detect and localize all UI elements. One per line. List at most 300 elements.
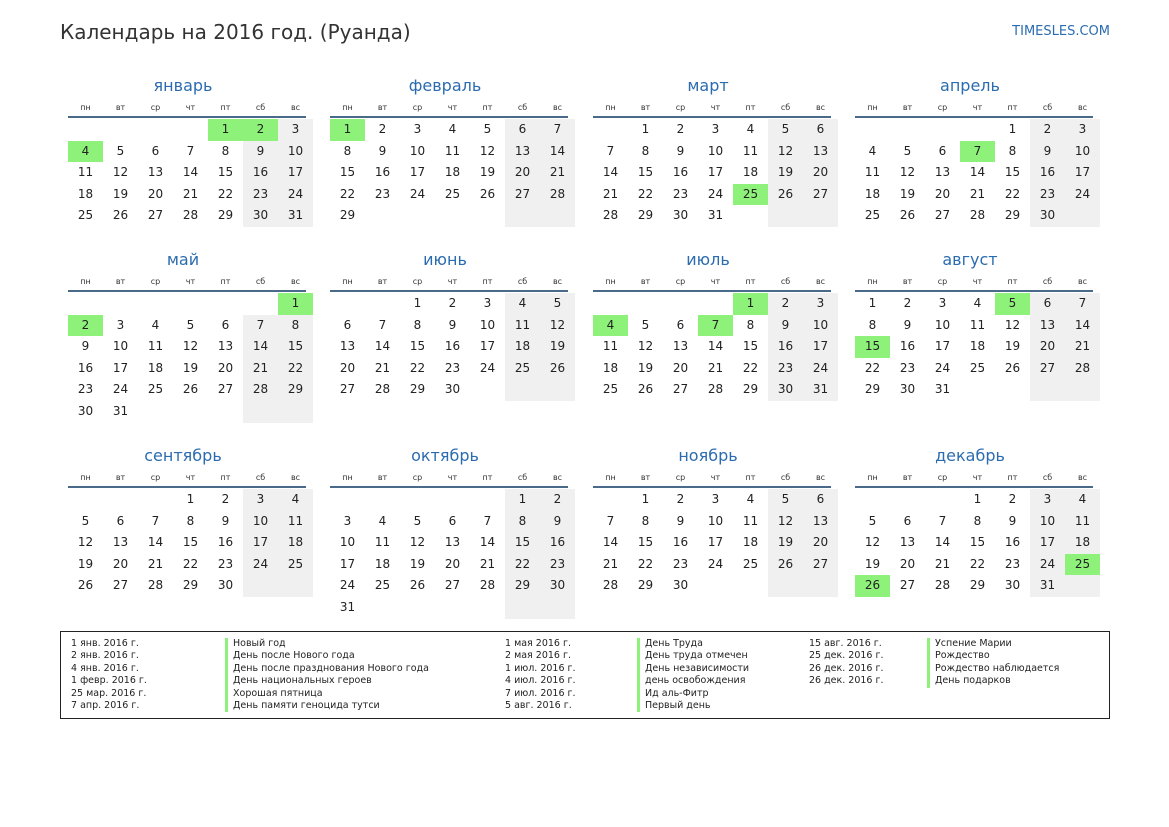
day-cell[interactable]: 24 [803, 358, 838, 380]
day-cell[interactable]: 19 [77, 556, 94, 571]
day-cell[interactable]: 19 [182, 360, 199, 375]
day-cell[interactable]: 10 [243, 511, 278, 533]
day-cell[interactable]: 22 [969, 556, 986, 571]
day-cell[interactable]: 11 [278, 511, 313, 533]
day-cell[interactable]: 12 [768, 511, 803, 533]
day-cell[interactable]: 13 [803, 511, 838, 533]
day-cell[interactable]: 21 [602, 556, 619, 571]
day-cell[interactable]: 14 [243, 336, 278, 358]
day-cell[interactable]: 7 [960, 141, 995, 163]
day-cell[interactable]: 19 [112, 186, 129, 201]
day-cell[interactable]: 29 [339, 208, 356, 223]
day-cell[interactable]: 9 [903, 317, 912, 332]
day-cell[interactable]: 10 [339, 535, 356, 550]
day-cell[interactable]: 4 [448, 122, 457, 136]
day-cell[interactable]: 25 [147, 382, 164, 397]
day-cell[interactable]: 19 [1004, 339, 1021, 354]
day-cell[interactable]: 3 [938, 296, 947, 310]
day-cell[interactable]: 16 [672, 165, 689, 180]
day-cell[interactable]: 5 [116, 143, 125, 158]
day-cell[interactable]: 26 [768, 184, 803, 206]
day-cell[interactable]: 31 [112, 403, 129, 418]
day-cell[interactable]: 2 [221, 492, 230, 506]
day-cell[interactable]: 2 [68, 315, 103, 337]
day-cell[interactable]: 1 [505, 489, 540, 511]
day-cell[interactable]: 5 [641, 317, 650, 332]
day-cell[interactable]: 2 [243, 119, 278, 141]
day-cell[interactable]: 27 [1030, 358, 1065, 380]
day-cell[interactable]: 3 [711, 492, 720, 506]
day-cell[interactable]: 23 [540, 554, 575, 576]
day-cell[interactable]: 27 [803, 554, 838, 576]
day-cell[interactable]: 15 [217, 165, 234, 180]
day-cell[interactable]: 15 [637, 165, 654, 180]
day-cell[interactable]: 3 [278, 119, 313, 141]
day-cell[interactable]: 9 [221, 513, 230, 528]
day-cell[interactable]: 22 [637, 556, 654, 571]
day-cell[interactable]: 16 [243, 162, 278, 184]
day-cell[interactable]: 16 [540, 532, 575, 554]
day-cell[interactable]: 31 [339, 599, 356, 614]
day-cell[interactable]: 5 [903, 143, 912, 158]
day-cell[interactable]: 26 [1004, 360, 1021, 375]
day-cell[interactable]: 10 [707, 143, 724, 158]
day-cell[interactable]: 19 [637, 360, 654, 375]
day-cell[interactable]: 11 [444, 143, 461, 158]
day-cell[interactable]: 17 [339, 556, 356, 571]
day-cell[interactable]: 29 [637, 578, 654, 593]
day-cell[interactable]: 21 [479, 556, 496, 571]
day-cell[interactable]: 25 [374, 578, 391, 593]
day-cell[interactable]: 17 [278, 162, 313, 184]
day-cell[interactable]: 11 [505, 315, 540, 337]
day-cell[interactable]: 27 [934, 208, 951, 223]
day-cell[interactable]: 9 [1008, 513, 1017, 528]
day-cell[interactable]: 8 [641, 143, 650, 158]
day-cell[interactable]: 18 [742, 165, 759, 180]
day-cell[interactable]: 13 [112, 535, 129, 550]
day-cell[interactable]: 3 [1030, 489, 1065, 511]
day-cell[interactable]: 8 [746, 317, 755, 332]
day-cell[interactable]: 7 [378, 317, 387, 332]
day-cell[interactable]: 31 [278, 205, 313, 227]
day-cell[interactable]: 23 [1004, 556, 1021, 571]
day-cell[interactable]: 4 [68, 141, 103, 163]
day-cell[interactable]: 16 [768, 336, 803, 358]
day-cell[interactable]: 20 [444, 556, 461, 571]
day-cell[interactable]: 6 [676, 317, 685, 332]
day-cell[interactable]: 26 [182, 382, 199, 397]
day-cell[interactable]: 5 [413, 513, 422, 528]
day-cell[interactable]: 9 [378, 143, 387, 158]
day-cell[interactable]: 6 [803, 119, 838, 141]
day-cell[interactable]: 2 [378, 122, 387, 136]
day-cell[interactable]: 10 [112, 339, 129, 354]
day-cell[interactable]: 27 [672, 382, 689, 397]
day-cell[interactable]: 16 [444, 339, 461, 354]
day-cell[interactable]: 17 [934, 339, 951, 354]
day-cell[interactable]: 25 [742, 556, 759, 571]
day-cell[interactable]: 24 [707, 556, 724, 571]
day-cell[interactable]: 28 [540, 184, 575, 206]
day-cell[interactable]: 17 [479, 339, 496, 354]
day-cell[interactable]: 9 [540, 511, 575, 533]
day-cell[interactable]: 1 [641, 122, 650, 136]
day-cell[interactable]: 13 [1030, 315, 1065, 337]
day-cell[interactable]: 23 [899, 360, 916, 375]
day-cell[interactable]: 25 [602, 382, 619, 397]
day-cell[interactable]: 25 [444, 186, 461, 201]
day-cell[interactable]: 11 [969, 317, 986, 332]
day-cell[interactable]: 12 [768, 141, 803, 163]
day-cell[interactable]: 12 [409, 535, 426, 550]
day-cell[interactable]: 11 [77, 165, 94, 180]
day-cell[interactable]: 15 [742, 339, 759, 354]
day-cell[interactable]: 25 [505, 358, 540, 380]
day-cell[interactable]: 9 [243, 141, 278, 163]
day-cell[interactable]: 15 [409, 339, 426, 354]
day-cell[interactable]: 12 [899, 165, 916, 180]
day-cell[interactable]: 27 [505, 184, 540, 206]
site-link[interactable]: TIMESLES.COM [1012, 24, 1110, 39]
day-cell[interactable]: 24 [409, 186, 426, 201]
day-cell[interactable]: 8 [973, 513, 982, 528]
day-cell[interactable]: 6 [116, 513, 125, 528]
day-cell[interactable]: 26 [768, 554, 803, 576]
day-cell[interactable]: 5 [186, 317, 195, 332]
day-cell[interactable]: 15 [505, 532, 540, 554]
day-cell[interactable]: 12 [637, 339, 654, 354]
day-cell[interactable]: 23 [243, 184, 278, 206]
day-cell[interactable]: 11 [374, 535, 391, 550]
day-cell[interactable]: 1 [278, 293, 313, 315]
day-cell[interactable]: 24 [1030, 554, 1065, 576]
day-cell[interactable]: 22 [409, 360, 426, 375]
day-cell[interactable]: 17 [1030, 532, 1065, 554]
day-cell[interactable]: 26 [77, 578, 94, 593]
day-cell[interactable]: 23 [768, 358, 803, 380]
day-cell[interactable]: 30 [768, 379, 803, 401]
day-cell[interactable]: 19 [479, 165, 496, 180]
day-cell[interactable]: 10 [934, 317, 951, 332]
day-cell[interactable]: 28 [707, 382, 724, 397]
day-cell[interactable]: 26 [637, 382, 654, 397]
day-cell[interactable]: 1 [733, 293, 768, 315]
day-cell[interactable]: 14 [182, 165, 199, 180]
day-cell[interactable]: 8 [413, 317, 422, 332]
day-cell[interactable]: 18 [278, 532, 313, 554]
day-cell[interactable]: 20 [505, 162, 540, 184]
day-cell[interactable]: 27 [147, 208, 164, 223]
day-cell[interactable]: 29 [182, 578, 199, 593]
day-cell[interactable]: 7 [1065, 293, 1100, 315]
day-cell[interactable]: 17 [707, 535, 724, 550]
day-cell[interactable]: 20 [672, 360, 689, 375]
day-cell[interactable]: 21 [707, 360, 724, 375]
day-cell[interactable]: 16 [374, 165, 391, 180]
day-cell[interactable]: 5 [768, 489, 803, 511]
day-cell[interactable]: 14 [374, 339, 391, 354]
day-cell[interactable]: 6 [151, 143, 160, 158]
day-cell[interactable]: 17 [409, 165, 426, 180]
day-cell[interactable]: 3 [803, 293, 838, 315]
day-cell[interactable]: 7 [606, 143, 615, 158]
day-cell[interactable]: 29 [278, 379, 313, 401]
day-cell[interactable]: 10 [479, 317, 496, 332]
day-cell[interactable]: 13 [899, 535, 916, 550]
day-cell[interactable]: 23 [1030, 184, 1065, 206]
day-cell[interactable]: 13 [505, 141, 540, 163]
day-cell[interactable]: 14 [540, 141, 575, 163]
day-cell[interactable]: 15 [855, 336, 890, 358]
day-cell[interactable]: 2 [768, 293, 803, 315]
day-cell[interactable]: 18 [969, 339, 986, 354]
day-cell[interactable]: 25 [278, 554, 313, 576]
day-cell[interactable]: 23 [672, 556, 689, 571]
day-cell[interactable]: 8 [641, 513, 650, 528]
day-cell[interactable]: 4 [593, 315, 628, 337]
day-cell[interactable]: 11 [602, 339, 619, 354]
day-cell[interactable]: 29 [217, 208, 234, 223]
day-cell[interactable]: 7 [186, 143, 195, 158]
day-cell[interactable]: 24 [112, 382, 129, 397]
day-cell[interactable]: 10 [803, 315, 838, 337]
day-cell[interactable]: 11 [742, 143, 759, 158]
day-cell[interactable]: 19 [768, 532, 803, 554]
day-cell[interactable]: 14 [707, 339, 724, 354]
day-cell[interactable]: 24 [934, 360, 951, 375]
day-cell[interactable]: 30 [243, 205, 278, 227]
day-cell[interactable]: 30 [1004, 578, 1021, 593]
day-cell[interactable]: 17 [1065, 162, 1100, 184]
day-cell[interactable]: 24 [339, 578, 356, 593]
day-cell[interactable]: 24 [243, 554, 278, 576]
day-cell[interactable]: 20 [339, 360, 356, 375]
day-cell[interactable]: 20 [112, 556, 129, 571]
day-cell[interactable]: 14 [479, 535, 496, 550]
day-cell[interactable]: 30 [1030, 205, 1065, 227]
day-cell[interactable]: 28 [147, 578, 164, 593]
day-cell[interactable]: 24 [278, 184, 313, 206]
day-cell[interactable]: 4 [378, 513, 387, 528]
day-cell[interactable]: 2 [540, 489, 575, 511]
day-cell[interactable]: 6 [505, 119, 540, 141]
day-cell[interactable]: 16 [899, 339, 916, 354]
day-cell[interactable]: 21 [147, 556, 164, 571]
day-cell[interactable]: 17 [707, 165, 724, 180]
day-cell[interactable]: 19 [768, 162, 803, 184]
day-cell[interactable]: 21 [182, 186, 199, 201]
day-cell[interactable]: 20 [934, 186, 951, 201]
day-cell[interactable]: 11 [742, 513, 759, 528]
day-cell[interactable]: 27 [112, 578, 129, 593]
day-cell[interactable]: 1 [1008, 122, 1017, 136]
day-cell[interactable]: 6 [903, 513, 912, 528]
day-cell[interactable]: 17 [112, 360, 129, 375]
day-cell[interactable]: 15 [1004, 165, 1021, 180]
day-cell[interactable]: 12 [479, 143, 496, 158]
day-cell[interactable]: 10 [409, 143, 426, 158]
day-cell[interactable]: 18 [505, 336, 540, 358]
day-cell[interactable]: 28 [479, 578, 496, 593]
day-cell[interactable]: 10 [1030, 511, 1065, 533]
day-cell[interactable]: 28 [243, 379, 278, 401]
day-cell[interactable]: 14 [969, 165, 986, 180]
day-cell[interactable]: 5 [768, 119, 803, 141]
day-cell[interactable]: 4 [746, 492, 755, 506]
day-cell[interactable]: 1 [208, 119, 243, 141]
day-cell[interactable]: 2 [903, 296, 912, 310]
day-cell[interactable]: 27 [444, 578, 461, 593]
day-cell[interactable]: 19 [540, 336, 575, 358]
day-cell[interactable]: 26 [479, 186, 496, 201]
day-cell[interactable]: 20 [899, 556, 916, 571]
day-cell[interactable]: 16 [217, 535, 234, 550]
day-cell[interactable]: 23 [374, 186, 391, 201]
day-cell[interactable]: 19 [409, 556, 426, 571]
day-cell[interactable]: 30 [77, 403, 94, 418]
day-cell[interactable]: 12 [112, 165, 129, 180]
day-cell[interactable]: 30 [899, 382, 916, 397]
day-cell[interactable]: 9 [768, 315, 803, 337]
day-cell[interactable]: 28 [182, 208, 199, 223]
day-cell[interactable]: 8 [221, 143, 230, 158]
day-cell[interactable]: 13 [672, 339, 689, 354]
day-cell[interactable]: 4 [973, 296, 982, 310]
day-cell[interactable]: 1 [330, 119, 365, 141]
day-cell[interactable]: 25 [733, 184, 768, 206]
day-cell[interactable]: 13 [339, 339, 356, 354]
day-cell[interactable]: 27 [217, 382, 234, 397]
day-cell[interactable]: 7 [606, 513, 615, 528]
day-cell[interactable]: 24 [479, 360, 496, 375]
day-cell[interactable]: 3 [243, 489, 278, 511]
day-cell[interactable]: 23 [77, 382, 94, 397]
day-cell[interactable]: 28 [969, 208, 986, 223]
day-cell[interactable]: 15 [278, 336, 313, 358]
day-cell[interactable]: 14 [602, 535, 619, 550]
day-cell[interactable]: 29 [409, 382, 426, 397]
day-cell[interactable]: 30 [672, 208, 689, 223]
day-cell[interactable]: 26 [540, 358, 575, 380]
day-cell[interactable]: 20 [147, 186, 164, 201]
day-cell[interactable]: 9 [81, 339, 90, 354]
day-cell[interactable]: 27 [803, 184, 838, 206]
day-cell[interactable]: 26 [112, 208, 129, 223]
day-cell[interactable]: 12 [864, 535, 881, 550]
day-cell[interactable]: 11 [147, 339, 164, 354]
day-cell[interactable]: 29 [969, 578, 986, 593]
day-cell[interactable]: 21 [374, 360, 391, 375]
day-cell[interactable]: 20 [217, 360, 234, 375]
day-cell[interactable]: 4 [278, 489, 313, 511]
day-cell[interactable]: 8 [186, 513, 195, 528]
day-cell[interactable]: 22 [637, 186, 654, 201]
day-cell[interactable]: 4 [868, 143, 877, 158]
day-cell[interactable]: 1 [973, 492, 982, 506]
day-cell[interactable]: 11 [864, 165, 881, 180]
day-cell[interactable]: 22 [217, 186, 234, 201]
day-cell[interactable]: 24 [707, 186, 724, 201]
day-cell[interactable]: 28 [602, 208, 619, 223]
day-cell[interactable]: 26 [409, 578, 426, 593]
day-cell[interactable]: 21 [1065, 336, 1100, 358]
day-cell[interactable]: 25 [77, 208, 94, 223]
day-cell[interactable]: 4 [151, 317, 160, 332]
day-cell[interactable]: 21 [602, 186, 619, 201]
day-cell[interactable]: 21 [934, 556, 951, 571]
day-cell[interactable]: 15 [182, 535, 199, 550]
day-cell[interactable]: 1 [868, 296, 877, 310]
day-cell[interactable]: 2 [1030, 119, 1065, 141]
day-cell[interactable]: 27 [899, 578, 916, 593]
day-cell[interactable]: 27 [339, 382, 356, 397]
day-cell[interactable]: 12 [182, 339, 199, 354]
day-cell[interactable]: 18 [602, 360, 619, 375]
day-cell[interactable]: 30 [672, 578, 689, 593]
day-cell[interactable]: 28 [602, 578, 619, 593]
day-cell[interactable]: 18 [1065, 532, 1100, 554]
day-cell[interactable]: 8 [1008, 143, 1017, 158]
day-cell[interactable]: 5 [995, 293, 1030, 315]
day-cell[interactable]: 31 [934, 382, 951, 397]
day-cell[interactable]: 23 [217, 556, 234, 571]
day-cell[interactable]: 20 [803, 532, 838, 554]
day-cell[interactable]: 22 [505, 554, 540, 576]
day-cell[interactable]: 20 [1030, 336, 1065, 358]
day-cell[interactable]: 22 [864, 360, 881, 375]
day-cell[interactable]: 3 [711, 122, 720, 136]
day-cell[interactable]: 22 [742, 360, 759, 375]
day-cell[interactable]: 18 [444, 165, 461, 180]
day-cell[interactable]: 5 [483, 122, 492, 136]
day-cell[interactable]: 4 [746, 122, 755, 136]
day-cell[interactable]: 4 [505, 293, 540, 315]
day-cell[interactable]: 30 [217, 578, 234, 593]
day-cell[interactable]: 9 [1030, 141, 1065, 163]
day-cell[interactable]: 14 [602, 165, 619, 180]
day-cell[interactable]: 31 [803, 379, 838, 401]
day-cell[interactable]: 2 [676, 492, 685, 506]
day-cell[interactable]: 17 [243, 532, 278, 554]
day-cell[interactable]: 22 [182, 556, 199, 571]
day-cell[interactable]: 29 [742, 382, 759, 397]
day-cell[interactable]: 7 [483, 513, 492, 528]
day-cell[interactable]: 31 [1030, 575, 1065, 597]
day-cell[interactable]: 5 [540, 293, 575, 315]
day-cell[interactable]: 12 [540, 315, 575, 337]
day-cell[interactable]: 21 [243, 358, 278, 380]
day-cell[interactable]: 29 [637, 208, 654, 223]
day-cell[interactable]: 9 [676, 143, 685, 158]
day-cell[interactable]: 6 [221, 317, 230, 332]
day-cell[interactable]: 7 [243, 315, 278, 337]
day-cell[interactable]: 13 [217, 339, 234, 354]
day-cell[interactable]: 13 [803, 141, 838, 163]
day-cell[interactable]: 14 [1065, 315, 1100, 337]
day-cell[interactable]: 3 [343, 513, 352, 528]
day-cell[interactable]: 31 [707, 208, 724, 223]
day-cell[interactable]: 18 [742, 535, 759, 550]
day-cell[interactable]: 12 [77, 535, 94, 550]
day-cell[interactable]: 11 [1065, 511, 1100, 533]
day-cell[interactable]: 8 [343, 143, 352, 158]
day-cell[interactable]: 19 [864, 556, 881, 571]
day-cell[interactable]: 7 [151, 513, 160, 528]
day-cell[interactable]: 29 [1004, 208, 1021, 223]
day-cell[interactable]: 3 [483, 296, 492, 310]
day-cell[interactable]: 22 [339, 186, 356, 201]
